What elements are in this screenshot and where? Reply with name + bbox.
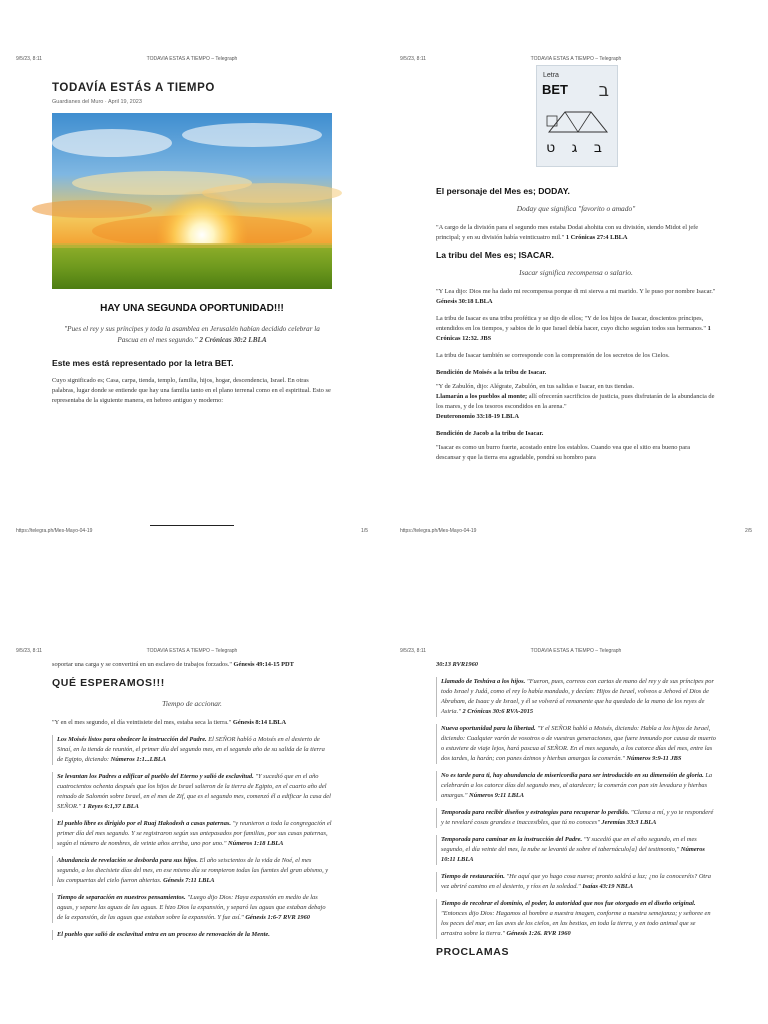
character-verse [436,223,716,243]
sunrise-image [52,113,332,289]
point-text: "Fueron, pues, correos con cartas de mano del rey y de sus príncipes por todo Israel y Judá, como el rey lo había mandado, y decían: Hijos de Israel, volveos a Jehová el Dios de Abraham, de Isaac y de Israel, y él se volverá al remanente que ha quedado de la mano de los reyes de Asiria." [441,678,714,715]
point-lead: El pueblo que salió de esclavitud entra en un proceso de renovación de la Mente. [57,931,270,938]
point-item [436,872,716,892]
point-text: "Luego dijo Dios: Haya expansión en medio de las aguas, y separe las aguas de las aguas. E hizo Dios la expansión, y separó las aguas que estaban debajo de la expansión, de las aguas que estaban sobre la expansión. Y fue así." [57,894,326,921]
point-item [52,893,332,923]
character-heading: El personaje del Mes es; DODAY. [436,186,570,196]
header-date: 9/5/23, 8:11 [400,56,427,62]
point-item [52,735,332,765]
header-date: 9/5/23, 8:11 [16,56,43,62]
section-subheading: Tiempo de accionar. [162,699,222,708]
image-label-main: BET [542,82,568,97]
footer-url: https://telegra.ph/Mes-Mayo-04-19 [16,528,93,534]
verse-reference: Génesis 8:14 LBLA [232,719,287,726]
point-lead: Tiempo de restauración. [441,873,505,880]
point-text: "Entonces dijo Dios: Hagamos al hombre a nuestra imagen, conforme a nuestra semejanza; y señoree en los peces del mar, en las aves de los cielos, en las bestias, en toda la tierra, y en todo animal que se arrastra sobre la tierra." [441,910,711,937]
point-item [436,771,716,801]
footer-url: https://telegra.ph/Mes-Mayo-04-19 [400,528,477,534]
point-item [52,819,332,849]
point-lead: Nueva oportunidad para la libertad. [441,725,536,732]
footer-page-number: 2/5 [745,528,752,534]
verse-text: "Y de Zabulón, dijo: Alégrate, Zabulón, en tus salidas e Isacar, en tus tiendas. [436,383,635,390]
point-lead: El pueblo libre es dirigido por el Ruaj Hakodesh a casas paternas. [57,820,231,827]
verse-reference: 1 Crónicas 12:32. JBS [436,325,711,342]
header-date: 9/5/23, 8:11 [16,648,43,654]
verse-reference: 1 Crónicas 27:4 LBLA [565,234,628,241]
page-1 [0,0,384,534]
page-header [16,648,368,656]
verse-text: La tribu de Isacar es una tribu profética y se dijo de ellos; "Y de los hijos de Isacar, doscientos príncipes, entendidos en los tiempos, y sabios de lo que Israel debía hacer, cuyo dicho seguían todos sus hermanos." [436,315,706,332]
footer-page-number: 1/5 [361,528,368,534]
lower-glyphs: ב ג ט [546,140,608,156]
verse-text-continued: allí ofrecerán sacrificios de justicia, pues disfrutarán de la abundancia de los mares, y de los tesoros escondidos en la arena." [436,393,715,410]
tribe-meaning: Isacar significa recompensa o salario. [519,268,633,277]
point-list [52,735,332,940]
point-text: El año seiscientos de la vida de Noé, el mes segundo, a los diecisiete días del mes, en ese mismo día se rompieron todas las fuentes del gran abismo, y las compuertas del cielo fueron abiertas. [57,857,329,884]
tribe-verse [436,287,716,307]
point-text: La celebrarán a los catorce días del segundo mes, al atardecer; la comerán con pan sin levadura y hierbas amargas." [441,772,713,799]
point-text: "Y sucedió que en el año segundo, en el mes segundo, el día veinte del mes, la nube se levantó de sobre el tabernáculo[a] del testimonio," [441,836,697,853]
point-reference: Números 1:1...LBLA [110,756,166,763]
point-text: "He aquí que yo hago cosa nueva; pronto saldrá a luz; ¿no la conoceréis? Otra vez abriré camino en el desierto, y ríos en la soledad." [441,873,711,890]
point-reference: Génesis 1:26. RVR 1960 [506,930,571,937]
quote-text: "Pues el rey y sus príncipes y toda la asamblea en Jerusalén habían decidido celebrar la Pascua en el mes segundo." [64,325,320,344]
opening-verse [52,718,332,728]
page-4 [384,512,768,1024]
continued-verse [52,660,332,670]
subtitle: HAY UNA SEGUNDA OPORTUNIDAD!!! [100,303,284,314]
point-item [52,930,332,940]
verse-reference: Génesis 30:18 LBLA [436,298,493,305]
point-lead: Temporada para caminar en la instrucción del Padre. [441,836,583,843]
moses-blessing-verse [436,382,716,422]
tribe-heading: La tribu del Mes es; ISACAR. [436,250,554,260]
point-lead: Se levantan los Padres a edificar al pueblo del Eterno y salió de esclavitud. [57,773,254,780]
point-list [436,677,716,939]
point-lead: Tiempo de separación en nuestros pensamientos. [57,894,186,901]
point-reference: Números 1:18 LBLA [228,840,284,847]
point-reference: Números 9:11 LBLA [469,792,525,799]
tribe-secrets-paragraph: La tribu de Isacar también se corresponde con la comprensión de los secretos de los Cielos. [436,352,670,359]
point-lead: Abundancia de revelación se desborda para sus hijos. [57,857,198,864]
opening-quote [52,324,332,346]
article-byline: Guardianes del Muro · April 19, 2023 [52,99,142,105]
point-item [436,677,716,717]
page-header [400,56,752,64]
proclamations-heading: PROCLAMAS [436,946,510,958]
point-reference: Génesis 7:11 LBLA [163,877,215,884]
verse-text: soportar una carga y se convertirá en un esclavo de trabajos forzados." [52,661,232,668]
point-text: "y reunieron a toda la congregación el primer día del mes segundo. Y se registraron según sus antepasados por familias, por sus casas paternas, según el número de nombres, de veinte años arriba, uno por uno." [57,820,332,847]
point-reference: 1 Reyes 6:1,37 LBLA [82,803,139,810]
header-date: 9/5/23, 8:11 [400,648,427,654]
page-3 [0,512,384,1024]
header-title: TODAVIA ESTAS A TIEMPO – Telegraph [530,648,622,654]
point-reference: Jeremías 33:3 LBLA [601,819,657,826]
point-text: "Clama a mí, y yo te responderé y te revelaré cosas grandes e inaccesibles, que tú no conoces" [441,809,714,826]
point-lead: Los Moisés listos para obedecer la instrucción del Padre. [57,736,207,743]
header-title: TODAVIA ESTAS A TIEMPO – Telegraph [146,648,238,654]
point-reference: 2 Crónicas 30:6 RVA-2015 [462,708,534,715]
continued-reference: 30:13 RVR1960 [436,661,478,668]
point-item [52,856,332,886]
header-title: TODAVIA ESTAS A TIEMPO – Telegraph [146,56,238,62]
verse-text: "A cargo de la división para el segundo mes estaba Dodai ahohita con su división, siendo Midot el jefe principal; y en su división había veinticuatro mil." [436,224,699,241]
letter-bet-image [536,65,618,167]
point-lead: No es tarde para ti, hay abundancia de misericordia para ser introducido en su dimensión de gloria. [441,772,704,779]
jacob-blessing-verse: "Isacar es como un burro fuerte, acostado entre los establos. Cuando vea que el sitio era bueno para descansar y que la tierra era agradable, pondrá su hombro para [436,444,691,461]
page-header [400,648,752,656]
verse-bold-line: Llamarán a los pueblos al monte; [436,393,528,400]
character-meaning: Doday que significa "favorito o amado" [516,204,636,213]
point-lead: Tiempo de recobrar el dominio, el poder, la autoridad que nos fue otorgado en el diseño original. [441,900,696,907]
section-heading: QUÉ ESPERAMOS!!! [52,677,165,689]
point-item [52,772,332,812]
bet-glyph: ב [598,80,609,101]
verse-reference: Génesis 49:14-15 PDT [233,661,294,668]
point-lead: Llamado de Teshúva a los hijos. [441,678,526,685]
tent-diagram-icon [545,106,611,136]
point-reference: Isaías 43:19 NBLA [582,883,634,890]
point-item [436,808,716,828]
point-reference: Números 10:11 LBLA [441,846,705,863]
page-header [16,56,368,64]
point-text: "Y el SEÑOR habló a Moisés, diciendo: Habla a los hijos de Israel, diciendo: Cualquier varón de vosotros o de vuestras generaciones, que fuere inmundo por causa de muerto o estuviere de viaje lejos, hará pascua al SEÑOR. En el mes segundo, a los catorce días del mes, entre las dos tardes, la harán; con panes ázimos y hierbas amargas la comerán." [441,725,716,762]
verse-text: "Y en el mes segundo, el día veintisiete del mes, estaba seca la tierra." [52,719,232,726]
point-item [436,835,716,865]
tribe-prophetic-paragraph [436,314,716,344]
point-item [436,724,716,764]
point-item [436,899,716,939]
moses-blessing-heading: Bendición de Moisés a la tribu de Isacar. [436,369,547,376]
article-title: TODAVÍA ESTÁS A TIEMPO [52,82,215,94]
sunrise-illustration [52,113,332,289]
point-lead: Temporada para recibir diseños y estrategias para recuperar lo perdido. [441,809,630,816]
point-reference: Números 9:9-11 JBS [626,755,682,762]
header-title: TODAVIA ESTAS A TIEMPO – Telegraph [530,56,622,62]
point-text: "Y sucedió que en el año cuatrocientos ochenta después que los hijos de Israel salieron de la tierra de Egipto, en el cuarto año del reinado de Salomón sobre Israel, en el mes de Zif, que es el segundo mes, comenzó él a edificar la casa del SEÑOR." [57,773,331,810]
quote-reference: 2 Crónicas 30:2 LBLA [199,336,267,344]
section-heading: Este mes está representado por la letra BET. [52,358,234,368]
jacob-blessing-heading: Bendición de Jacob a la tribu de Isacar. [436,430,544,437]
verse-reference: Deuteronomio 33:18-19 LBLA [436,413,519,420]
page-2 [384,0,768,534]
verse-text: "Y Lea dijo: Dios me ha dado mi recompensa porque di mi sierva a mi marido. Y le puso por nombre Isacar." [436,288,716,295]
image-label-top: Letra [543,72,559,79]
point-reference: Génesis 1:6-7 RVR 1960 [245,914,310,921]
point-text: El SEÑOR habló a Moisés en el desierto de Sinaí, en la tienda de reunión, el primer día del segundo mes, en el segundo año de su salida de la tierra de Egipto, diciendo: [57,736,325,763]
body-paragraph: Cuyo significado es; Casa, carpa, tienda, templo, familia, hijos, hogar, descendencia, Israel. En otras palabras, lugar donde se entiende que hay una familia tanto en el plano terrenal como en el espiritual. Esto se representaba de la siguiente manera, en hebreo antiguo y moderno: [52,377,331,404]
